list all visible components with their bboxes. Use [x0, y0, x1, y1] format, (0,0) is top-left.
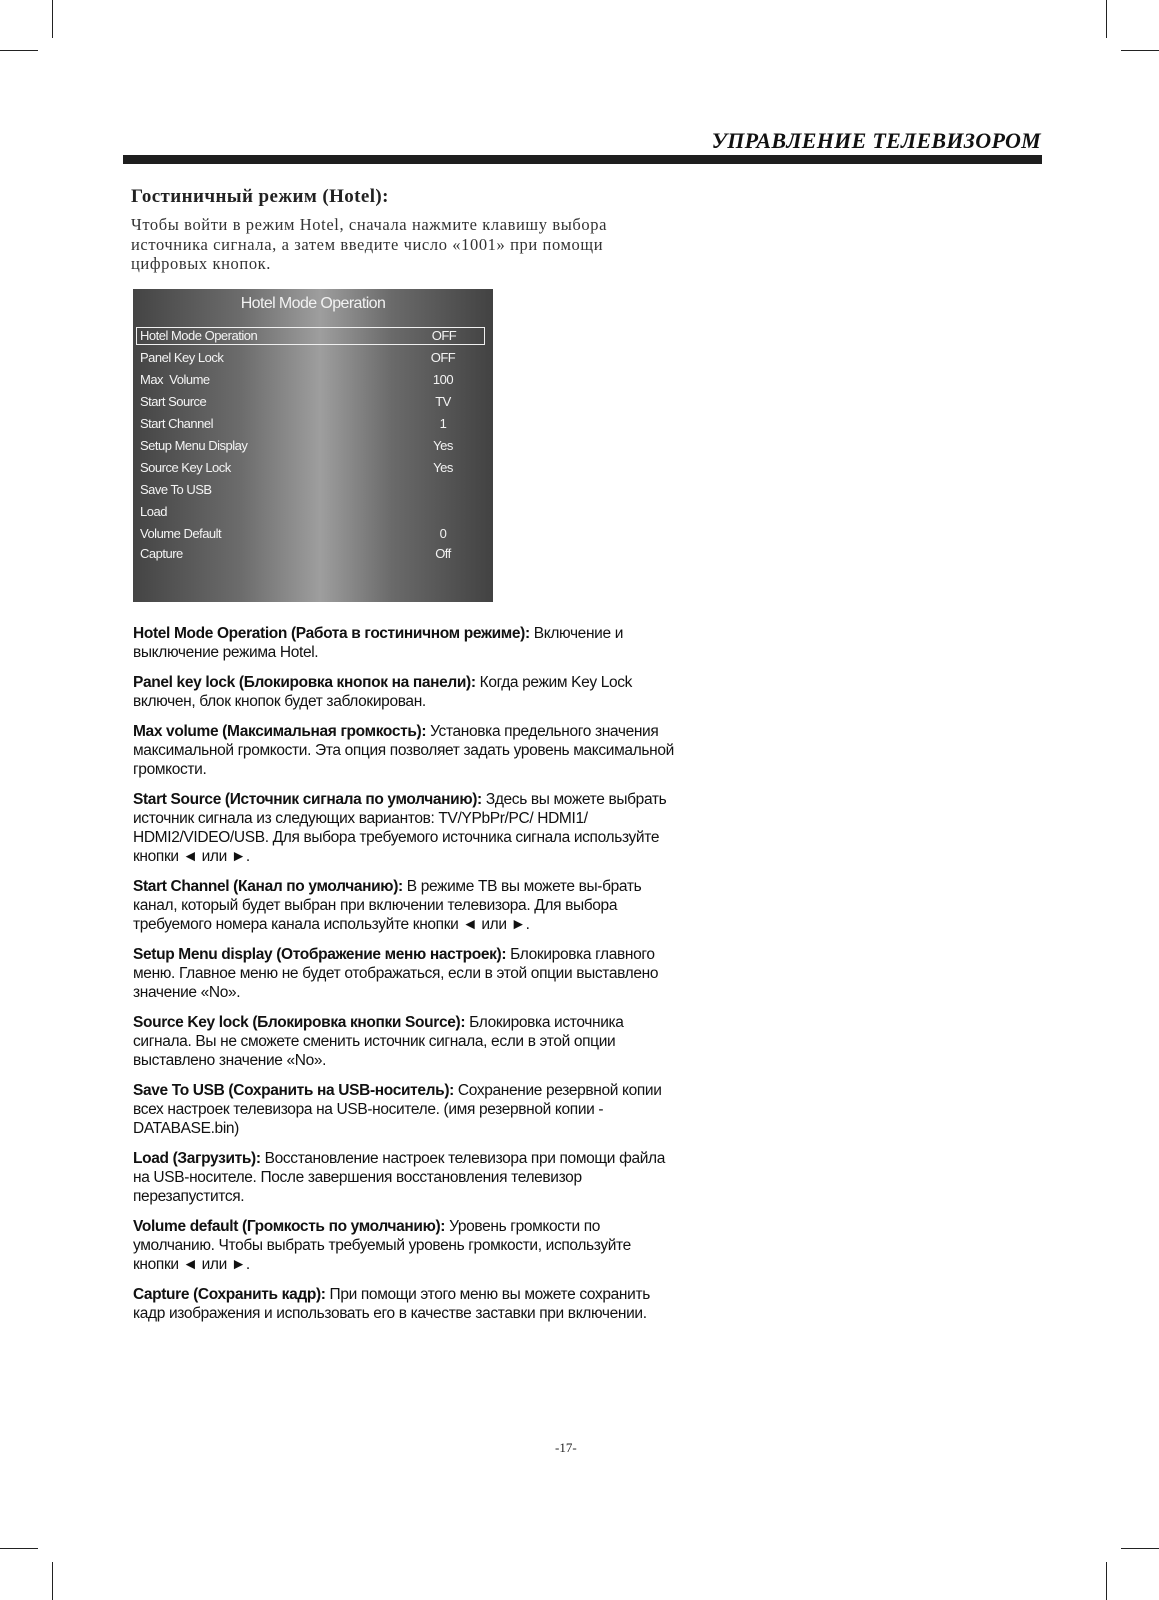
osd-row-label: Load	[140, 504, 167, 519]
osd-row-value: 100	[432, 372, 454, 387]
description-start-channel	[133, 877, 678, 934]
crop-mark	[1106, 1562, 1107, 1600]
crop-mark	[1121, 50, 1159, 51]
description-hotel-mode-operation	[133, 624, 678, 662]
section-title: Гостиничный режим (Hotel):	[131, 186, 389, 207]
description-load	[133, 1149, 678, 1206]
osd-row-label: Hotel Mode Operation	[140, 328, 258, 343]
description-term: Save To USB (Сохранить на USB-носитель):	[133, 1082, 454, 1099]
osd-row-label: Panel Key Lock	[140, 350, 224, 365]
description-text: Блокировка источника сигнала. Вы не сможете сменить источник сигнала, если в этой опции выставлено значение «No».	[133, 1014, 624, 1069]
osd-title: Hotel Mode Operation	[240, 295, 386, 312]
description-text: В режиме ТВ вы можете вы-брать канал, который будет выбран при включении телевизора. Для выбора требуемого номера канала используйте кнопки ◄ или ►.	[133, 878, 642, 933]
description-text: Восстановление настроек телевизора при помощи файла на USB-носителе. После завершения восстановления телевизор перезапустится.	[133, 1150, 666, 1205]
description-term: Load (Загрузить):	[133, 1150, 261, 1167]
crop-mark	[52, 1562, 53, 1600]
osd-row-label: Start Channel	[140, 416, 213, 431]
chapter-title: УПРАВЛЕНИЕ ТЕЛЕВИЗОРОМ	[711, 128, 1041, 153]
osd-row-value: 0	[439, 526, 447, 541]
description-term: Volume default (Громкость по умолчанию):	[133, 1218, 446, 1235]
osd-row-label: Setup Menu Display	[140, 438, 248, 453]
osd-row-load[interactable]	[133, 503, 493, 523]
description-text: Установка предельного значения максимальной громкости. Эта опция позволяет задать уровень максимальной громкости.	[133, 723, 674, 778]
osd-row-setup-menu-display[interactable]	[133, 437, 493, 457]
description-source-key-lock	[133, 1013, 678, 1070]
hotel-mode-osd-menu	[133, 289, 493, 602]
description-text: При помощи этого меню вы можете сохранить кадр изображения и использовать его в качестве заставки при включении.	[133, 1286, 650, 1322]
option-descriptions	[133, 624, 678, 1334]
description-text: Здесь вы можете выбрать источник сигнала из следующих вариантов: TV/YPbPr/PC/ HDMI1/ HDMI2/VIDEO/USB. Для выбора требуемого источника сигнала используйте кнопки ◄ или ►.	[133, 791, 667, 865]
description-text: Сохранение резервной копии всех настроек телевизора на USB-носителе. (имя резервной копии - DATABASE.bin)	[133, 1082, 662, 1137]
osd-row-value: Yes	[433, 460, 453, 475]
osd-row-value: 1	[439, 416, 447, 431]
description-setup-menu-display	[133, 945, 678, 1002]
description-term: Start Source (Источник сигнала по умолчанию):	[133, 791, 482, 808]
description-capture	[133, 1285, 678, 1323]
description-term: Setup Menu display (Отображение меню настроек):	[133, 946, 507, 963]
description-volume-default	[133, 1217, 678, 1274]
description-term: Panel key lock (Блокировка кнопок на панели):	[133, 674, 476, 691]
crop-mark	[1121, 1548, 1159, 1549]
osd-row-value: OFF	[431, 328, 457, 343]
osd-row-start-channel[interactable]	[133, 415, 493, 435]
osd-row-value: OFF	[430, 350, 456, 365]
osd-row-source-key-lock[interactable]	[133, 459, 493, 479]
description-text: Включение и выключение режима Hotel.	[133, 625, 624, 661]
osd-row-panel-key-lock[interactable]	[133, 349, 493, 369]
description-save-to-usb	[133, 1081, 678, 1138]
osd-row-label: Max Volume	[140, 372, 210, 387]
description-start-source	[133, 790, 678, 866]
description-max-volume	[133, 722, 678, 779]
osd-row-value: Off	[435, 546, 451, 561]
header-rule	[123, 155, 1042, 164]
osd-row-start-source[interactable]	[133, 393, 493, 413]
crop-mark	[1106, 0, 1107, 38]
description-term: Source Key lock (Блокировка кнопки Source):	[133, 1014, 466, 1031]
crop-mark	[0, 1548, 38, 1549]
osd-row-volume-default[interactable]	[133, 525, 493, 545]
description-term: Hotel Mode Operation (Работа в гостиничном режиме):	[133, 625, 530, 642]
osd-row-label: Source Key Lock	[140, 460, 231, 475]
description-text: Когда режим Key Lock включен, блок кнопок будет заблокирован.	[133, 674, 633, 710]
osd-row-max-volume[interactable]	[133, 371, 493, 391]
osd-row-value: TV	[435, 394, 451, 409]
osd-row-value: Yes	[433, 438, 453, 453]
osd-row-hotel-mode-operation[interactable]	[136, 327, 485, 345]
page-number: -17-	[555, 1440, 577, 1455]
description-term: Start Channel (Канал по умолчанию):	[133, 878, 403, 895]
crop-mark	[0, 50, 38, 51]
osd-row-label: Start Source	[140, 394, 207, 409]
description-panel-key-lock	[133, 673, 678, 711]
description-text: Уровень громкости по умолчанию. Чтобы выбрать требуемый уровень громкости, используйте кнопки ◄ или ►.	[133, 1218, 631, 1273]
description-term: Max volume (Максимальная громкость):	[133, 723, 427, 740]
osd-row-label: Volume Default	[140, 526, 222, 541]
osd-row-capture[interactable]	[133, 545, 493, 565]
osd-row-label: Capture	[140, 546, 183, 561]
intro-paragraph: Чтобы войти в режим Hotel, сначала нажмите клавишу выбора источника сигнала, а затем введите число «1001» при помощи цифровых кнопок.	[131, 215, 608, 273]
crop-mark	[52, 0, 53, 38]
description-term: Capture (Сохранить кадр):	[133, 1286, 326, 1303]
description-text: Блокировка главного меню. Главное меню не будет отображаться, если в этой опции выставлено значение «No».	[133, 946, 659, 1001]
osd-row-label: Save To USB	[140, 482, 212, 497]
osd-row-save-to-usb[interactable]	[133, 481, 493, 501]
